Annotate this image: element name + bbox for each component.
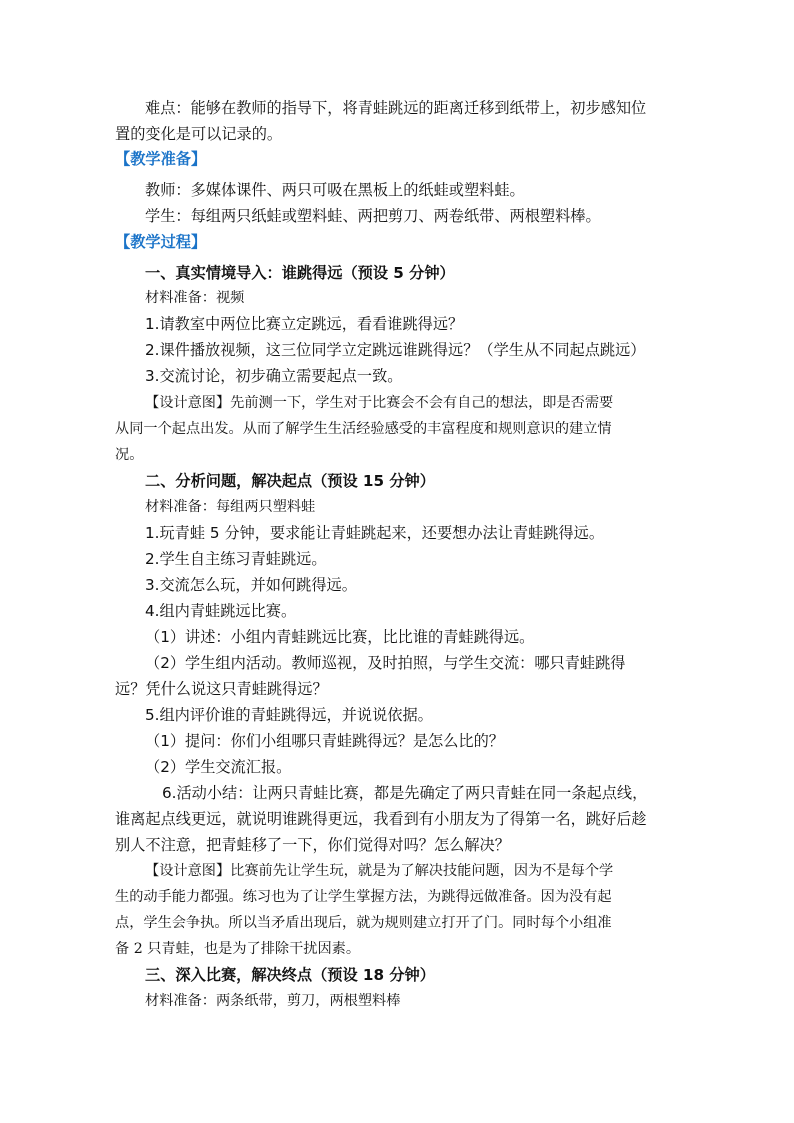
part2-materials: 材料准备：每组两只塑料蛙 xyxy=(145,499,316,515)
part2-intent-line-4: 备 2 只青蛙，也是为了排除干扰因素。 xyxy=(115,941,361,957)
part2-line: 3.交流怎么玩，并如何跳得远。 xyxy=(145,576,357,594)
part2-line: 别人不注意，把青蛙移了一下，你们觉得对吗？怎么解决？ xyxy=(115,836,510,854)
part2-line: 2.学生自主练习青蛙跳远。 xyxy=(145,550,327,568)
part2-line: （1）提问：你们小组哪只青蛙跳得远？是怎么比的？ xyxy=(145,732,504,750)
part3-materials: 材料准备：两条纸带，剪刀，两根塑料棒 xyxy=(145,993,401,1009)
part1-intent-line-2: 从同一个起点出发。从而了解学生生活经验感受的丰富程度和规则意识的建立情 xyxy=(115,421,612,437)
part2-line: 远？凭什么说这只青蛙跳得远？ xyxy=(115,680,328,698)
part2-line: 1.玩青蛙 5 分钟，要求能让青蛙跳起来，还要想办法让青蛙跳得远。 xyxy=(145,524,605,542)
part1-step-1: 1.请教室中两位比赛立定跳远，看看谁跳得远？ xyxy=(145,315,464,333)
part1-materials: 材料准备：视频 xyxy=(145,290,245,306)
prep-teacher: 教师：多媒体课件、两只可吸在黑板上的纸蛙或塑料蛙。 xyxy=(145,181,525,199)
part1-title: 一、真实情境导入：谁跳得远（预设 5 分钟） xyxy=(145,264,455,282)
part2-line: 谁离起点线更远，就说明谁跳得更远，我看到有小朋友为了得第一名，跳好后趁 xyxy=(115,810,647,828)
part2-line: 5.组内评价谁的青蛙跳得远，并说说依据。 xyxy=(145,706,433,724)
part3-title: 三、深入比赛，解决终点（预设 18 分钟） xyxy=(145,966,435,984)
part2-line: （1）讲述：小组内青蛙跳远比赛，比比谁的青蛙跳得远。 xyxy=(145,628,535,646)
part2-intent-line-3: 点，学生会争执。所以当矛盾出现后，就为规则建立打开了门。同时每个小组准 xyxy=(115,915,612,931)
part2-intent-line-1: 【设计意图】比赛前先让学生玩，就是为了解决技能问题，因为不是每个学 xyxy=(145,863,614,879)
teaching-process-heading: 【教学过程】 xyxy=(115,233,207,251)
part2-line: 6.活动小结：让两只青蛙比赛，都是先确定了两只青蛙在同一条起点线， xyxy=(162,784,648,802)
part1-intent-line-1: 【设计意图】先前测一下，学生对于比赛会不会有自己的想法，即是否需要 xyxy=(145,395,614,411)
part2-intent-line-2: 生的动手能力都强。练习也为了让学生掌握方法，为跳得远做准备。因为没有起 xyxy=(115,889,612,905)
part2-line: （2）学生交流汇报。 xyxy=(145,758,292,776)
part2-title: 二、分析问题，解决起点（预设 15 分钟） xyxy=(145,472,435,490)
prep-student: 学生：每组两只纸蛙或塑料蛙、两把剪刀、两卷纸带、两根塑料棒。 xyxy=(145,207,601,225)
difficulty-line-2: 置的变化是可以记录的。 xyxy=(115,125,283,143)
part1-step-3: 3.交流讨论，初步确立需要起点一致。 xyxy=(145,367,403,385)
part1-step-2: 2.课件播放视频，这三位同学立定跳远谁跳得远？（学生从不同起点跳远） xyxy=(145,341,646,359)
part2-line: （2）学生组内活动。教师巡视，及时拍照，与学生交流：哪只青蛙跳得 xyxy=(145,654,626,672)
difficulty-line-1: 难点：能够在教师的指导下，将青蛙跳远的距离迁移到纸带上，初步感知位 xyxy=(145,99,647,117)
teaching-prep-heading: 【教学准备】 xyxy=(115,150,207,168)
part1-intent-line-3: 况。 xyxy=(115,447,144,463)
part2-line: 4.组内青蛙跳远比赛。 xyxy=(145,602,297,620)
